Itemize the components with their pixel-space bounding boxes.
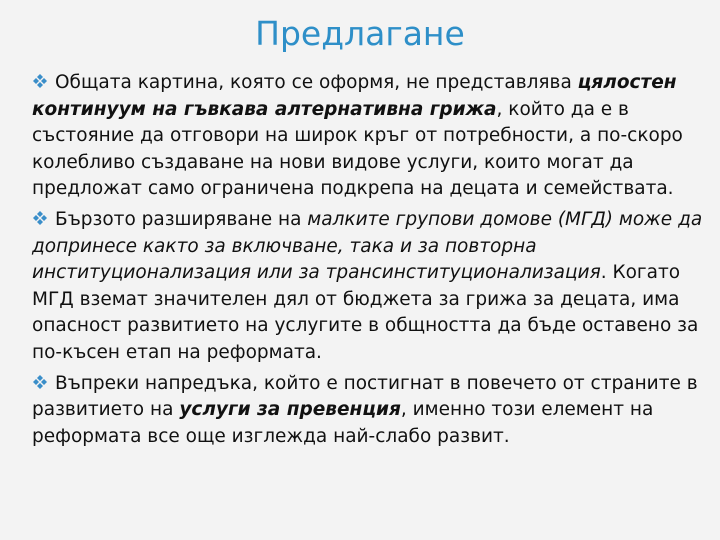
emphasis-text: услуги за превенция	[179, 399, 401, 421]
bullet-text: Въпреки напредъка, който е постигнат в повечето от страните в развитието на	[32, 372, 698, 421]
slide-body	[32, 70, 708, 454]
bullet-text: Общата картина, която се оформя, не представлява	[55, 72, 578, 93]
bullet-item	[32, 70, 708, 203]
diamond-bullet-icon	[32, 210, 48, 226]
diamond-bullet-icon	[32, 73, 48, 89]
bullet-item	[32, 371, 708, 451]
emphasis-text: цялостен континуум на гъвкава алтернативна грижа	[32, 72, 677, 120]
emphasis-text: малките групови домове (МГД) може да допринесе както за включване, така и за повторна институционализация или за трансинституционализация	[32, 208, 703, 284]
slide-title: Предлагане	[255, 14, 465, 53]
bullet-item	[32, 207, 708, 367]
bullet-text: Бързото разширяване на	[55, 208, 308, 230]
bullet-text: , именно този елемент на реформата все още изглежда най-слабо развит.	[32, 399, 654, 447]
bullet-text: . Когато МГД вземат значителен дял от бюджета за грижа за децата, има опасност развитието на услугите в общността да бъде оставено за по-късен етап на реформата.	[32, 262, 699, 363]
diamond-bullet-icon	[32, 374, 48, 390]
bullet-text: , който да е в състояние да отговори на широк кръг от потребности, а по-скоро колебливо създаване на нови видове услуги, които могат да предложат само ограничена подкрепа на децата и семействата.	[32, 98, 683, 200]
